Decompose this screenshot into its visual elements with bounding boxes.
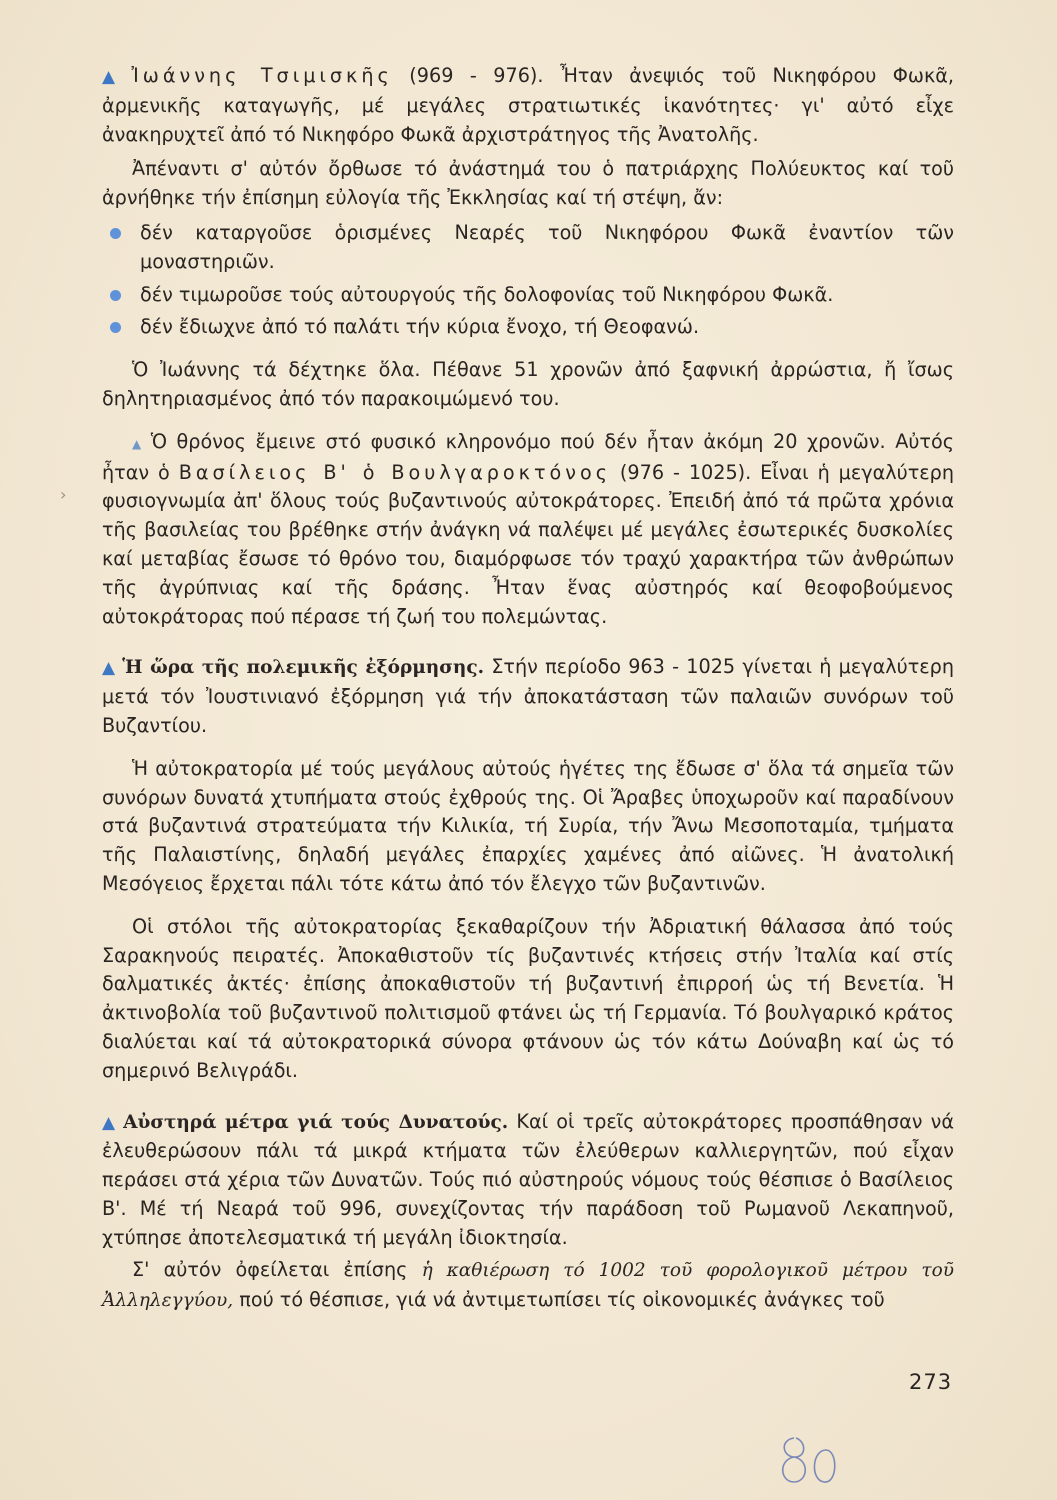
paragraph-text: Καί οἱ τρεῖς αὐτοκράτορες προσπάθησαν νά ἐλευθερώσουν πάλι τά μικρά κτήματα τῶν ἐλεύθερων καλλιεργητῶν, πού εἶχαν περάσει στά χέρια τῶν Δυνατῶν. Τούς πιό αὐστηρούς νόμους τούς θέσπισε ὁ Βασίλειος Β'. Μέ τή Νεαρά τοῦ 996, συνεχίζοντας τήν παράδοση τοῦ Ρωμανοῦ Λεκαπηνοῦ, χτύπησε ἀποτελεσματικά τή μεγάλη ἰδιοκτησία.: [102, 1109, 954, 1249]
handwritten-note: [776, 1430, 842, 1490]
section-strict-measures: [102, 1108, 954, 1253]
margin-mark: ›: [60, 485, 67, 504]
paragraph-text: Ὁ θρόνος ἔμεινε στό φυσικό κληρονόμο πού δέν ἦταν ἀκόμη 20 χρονῶν. Αὐτός ἦταν ὁ: [102, 429, 954, 484]
paragraph-borders: Ἡ αὐτοκρατορία μέ τούς μεγάλους αὐτούς ἡγέτες της ἔδωσε σ' ὅλα τά σημεῖα τῶν συνόρων δυνατά χτυπήματα στούς ἐχθρούς της. Οἱ Ἄραβες ὑποχωροῦν καί παραδίνουν στά βυζαντινά στρατεύματα τήν Κιλικία, τή Συρία, τήν Ἄνω Μεσοποταμία, τμήματα τῆς Παλαιστίνης, δηλαδή μεγάλες ἐπαρχίες χαμένες ἀπό αἰῶνες. Ἡ ἀνατολική Μεσόγειος ἔρχεται πάλι τότε κάτω ἀπό τόν ἔλεγχο τῶν βυζαντινῶν.: [102, 756, 954, 895]
bullet-icon: [110, 228, 121, 239]
page-number: 273: [909, 1370, 953, 1394]
paragraph-text: (976 - 1025). Εἶναι ἡ μεγαλύτερη φυσιογνωμία ἀπ' ὅλους τούς βυζαντινούς αὐτοκράτορες. Ἐπειδή ἀπό τά πρῶτα χρόνια τῆς βασιλείας του βρέθηκε στήν ἀνάγκη νά παλέψει μέ μεγάλες ἐσωτερικές δυσκολίες καί μεταβίας ἔσωσε τό θρόνο του, διαμόρφωσε τόν τραχύ χαρακτήρα τῶν ἀνθρώπων τῆς ἀγρύπνιας καί τῆς δράσης. Ἦταν ἕνας αὐστηρός καί θεοφοβούμενος αὐτοκράτορας πού πέρασε τή ζωή του πολεμώντας.: [102, 460, 954, 628]
bullet-icon: [110, 290, 121, 301]
conditions-list: [102, 219, 954, 342]
list-item-text: δέν ἔδιωχνε ἀπό τό παλάτι τήν κύρια ἔνοχο, τή Θεοφανώ.: [140, 315, 700, 339]
paragraph-allelengyon: [102, 1256, 954, 1316]
section-heading: Αὐστηρά μέτρα γιά τούς Δυνατούς.: [123, 1111, 509, 1133]
paragraph-fleets: Οἱ στόλοι τῆς αὐτοκρατορίας ξεκαθαρίζουν τήν Ἀδριατική θάλασσα ἀπό τούς Σαρακηνούς πειρατές. Ἀποκαθιστοῦν τίς βυζαντινές κτήσεις στήν Ἰταλία καί στίς δαλματικές ἀκτές· ἐπίσης ἀποκαθιστοῦν τή βυζαντινή ἐπιρροή ὡς τή Βενετία. Ἡ ἀκτινοβολία τοῦ βυζαντινοῦ πολιτισμοῦ φτάνει ὡς τή Γερμανία. Τό βουλγαρικό κράτος διαλύεται καί τά αὐτοκρατορικά σύνορα φτάνουν ὡς τόν κάτω Δούναβη καί ὡς τό σημερινό Βελιγράδι.: [102, 914, 954, 1082]
paragraph-text: Σ' αὐτόν ὀφείλεται ἐπίσης: [132, 1258, 408, 1282]
paragraph-text: πού τό θέσπισε, γιά νά ἀντιμετωπίσει τίς οἰκονομικές ἀνάγκες τοῦ: [239, 1288, 885, 1312]
italic-phrase: ἡ καθιέρωση τό 1002 τοῦ φορολογικοῦ μέτρου τοῦ Ἀλληλεγγύου,: [102, 1260, 954, 1312]
bullet-icon: [110, 322, 121, 333]
paragraph-death: Ὁ Ἰωάννης τά δέχτηκε ὅλα. Πέθανε 51 χρονῶν ἀπό ξαφνική ἀρρώστια, ἤ ἴσως δηλητηριασμένος ἀπό τόν παρακοιμώμενό του.: [102, 358, 954, 410]
paragraph-text: Στήν περίοδο 963 - 1025 γίνεται ἡ μεγαλύτερη μετά τόν Ἰουστινιανό ἐξόρμηση γιά τήν ἀποκατάσταση τῶν παλαιῶν συνόρων τοῦ Βυζαντίου.: [102, 655, 954, 737]
list-item: [102, 219, 954, 277]
triangle-marker-icon: ▲: [102, 1112, 118, 1133]
triangle-marker-icon: ▲: [132, 436, 145, 451]
triangle-marker-icon: ▲: [102, 67, 126, 87]
paragraph-basil: [102, 428, 954, 632]
paragraph-tzimiskes: [102, 62, 954, 149]
paragraph-patriarch: Ἀπέναντι σ' αὐτόν ὄρθωσε τό ἀνάστημά του ὁ πατριάρχης Πολύευκτος καί τοῦ ἀρνήθηκε τήν ἐπίσημη εὐλογία τῆς Ἐκκλησίας καί τή στέψη, ἄν:: [102, 157, 954, 210]
paragraph-text: (969 - 976). Ἦταν ἀνεψιός τοῦ Νικηφόρου Φωκᾶ, ἀρμενικῆς καταγωγῆς, μέ μεγάλες στρατιωτικές ἱκανότητες· γι' αὐτό εἶχε ἀνακηρυχτεῖ ἀπό τό Νικηφόρο Φωκᾶ ἀρχιστράτηγος τῆς Ἀνατολῆς.: [102, 64, 955, 146]
triangle-marker-icon: ▲: [102, 658, 117, 679]
list-item: [102, 313, 954, 342]
person-name: Βασίλειος Β' ὁ Βουλγαροκτόνος: [178, 460, 611, 484]
section-military-expansion: [102, 653, 954, 740]
list-item-text: δέν καταργοῦσε ὁρισμένες Νεαρές τοῦ Νικηφόρου Φωκᾶ ἐναντίον τῶν μοναστηριῶν.: [140, 220, 954, 273]
list-item-text: δέν τιμωροῦσε τούς αὐτουργούς τῆς δολοφονίας τοῦ Νικηφόρου Φωκᾶ.: [140, 282, 834, 306]
list-item: [102, 281, 954, 310]
section-heading: Ἡ ὥρα τῆς πολεμικῆς ἐξόρμησης.: [122, 657, 485, 679]
person-name: Ἰωάννης Τσιμισκῆς: [131, 64, 393, 87]
page-body: [102, 62, 954, 1316]
